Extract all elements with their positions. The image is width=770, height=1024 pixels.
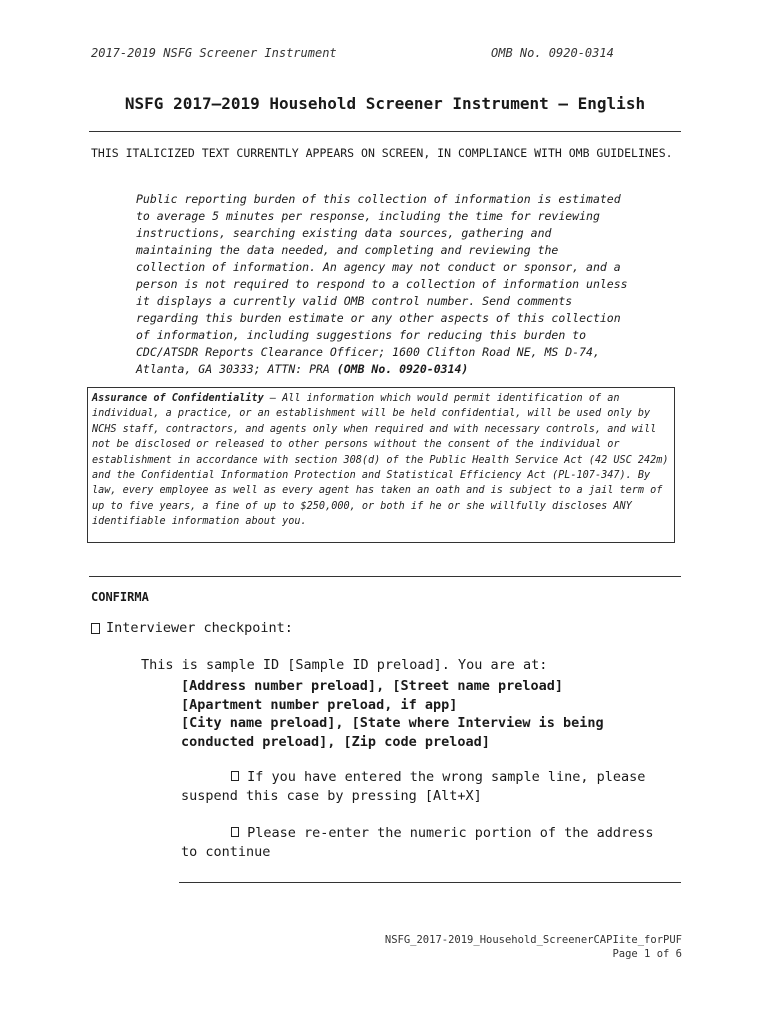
- section-divider: [89, 576, 681, 577]
- burden-line: of information, including suggestions for reducing this burden to: [136, 328, 587, 342]
- section-end-divider: [179, 882, 681, 883]
- title-divider: [89, 131, 681, 132]
- burden-address: Atlanta, GA 30333; ATTN: PRA: [136, 362, 337, 376]
- option-text: Please re-enter the numeric portion of the address: [247, 825, 654, 841]
- running-header-right: OMB No. 0920-0314: [491, 46, 614, 60]
- footer-filename: NSFG_2017-2019_Household_ScreenerCAPIite_forPUF: [384, 934, 682, 946]
- address-line: [Apartment number preload, if app]: [181, 696, 458, 713]
- section-name: CONFIRMA: [91, 590, 149, 604]
- burden-statement: [136, 191, 696, 378]
- checkbox-icon: [231, 771, 239, 781]
- option-text: to continue: [181, 844, 271, 860]
- checkbox-icon: [91, 623, 100, 634]
- omb-reference: (OMB No. 0920-0314): [336, 362, 469, 376]
- burden-line: Public reporting burden of this collection of information is estimated: [136, 192, 621, 206]
- burden-line: instructions, searching existing data sources, gathering and: [136, 226, 552, 240]
- sample-id-text: This is sample ID [Sample ID preload]. You are at:: [141, 657, 548, 673]
- burden-line: regarding this burden estimate or any other aspects of this collection: [136, 311, 621, 325]
- address-line: [City name preload], [State where Interview is being: [181, 715, 604, 731]
- confidentiality-box: [87, 387, 675, 543]
- burden-line: [136, 361, 696, 378]
- page-footer: [385, 934, 682, 961]
- running-header-left: 2017-2019 NSFG Screener Instrument: [91, 46, 337, 60]
- burden-line: person is not required to respond to a collection of information unless: [136, 277, 628, 291]
- address-line: [Address number preload], [Street name preload]: [181, 678, 564, 694]
- address-line: conducted preload], [Zip code preload]: [181, 733, 490, 750]
- burden-line: CDC/ATSDR Reports Clearance Officer; 1600 Clifton Road NE, MS D-74,: [136, 345, 600, 359]
- option-text: suspend this case by pressing [Alt+X]: [181, 788, 482, 804]
- option-reenter-address: [181, 824, 671, 862]
- confidentiality-label: Assurance of Confidentiality: [92, 393, 264, 404]
- burden-line: it displays a currently valid OMB control number. Send comments: [136, 294, 573, 308]
- burden-line: maintaining the data needed, and completing and reviewing the: [136, 243, 559, 257]
- omb-notice: THIS ITALICIZED TEXT CURRENTLY APPEARS ON SCREEN, IN COMPLIANCE WITH OMB GUIDELINES.: [91, 146, 673, 160]
- burden-line: to average 5 minutes per response, including the time for reviewing: [136, 209, 600, 223]
- option-text: If you have entered the wrong sample line, please: [247, 769, 646, 785]
- confidentiality-text: – All information which would permit identification of an individual, a practice, or an establishment will be held confidential, will be used only by NCHS staff, contractors, and agents only when required and with necessary controls, and will not be disclosed or released to other persons without the consent of the individual or establishment in accordance with section 308(d) of the Public Health Service Act (42 USC 242m) and the Confidential Information Protection and Statistical Efficiency Act (PL-107-347). By law, every employee as well as every agent has taken an oath and is subject to a jail term of up to five years, a fine of up to $250,000, or both if he or she willfully discloses ANY identifiable information about you.: [92, 393, 669, 528]
- checkpoint-label: Interviewer checkpoint:: [106, 620, 293, 636]
- address-block: [181, 677, 651, 751]
- burden-line: collection of information. An agency may not conduct or sponsor, and a: [136, 260, 621, 274]
- page-title: NSFG 2017–2019 Household Screener Instrument – English: [124, 94, 646, 113]
- option-wrong-sample-line: [181, 768, 671, 806]
- page-number: Page 1 of 6: [612, 947, 682, 960]
- checkbox-icon: [231, 827, 239, 837]
- interviewer-checkpoint: [91, 620, 293, 636]
